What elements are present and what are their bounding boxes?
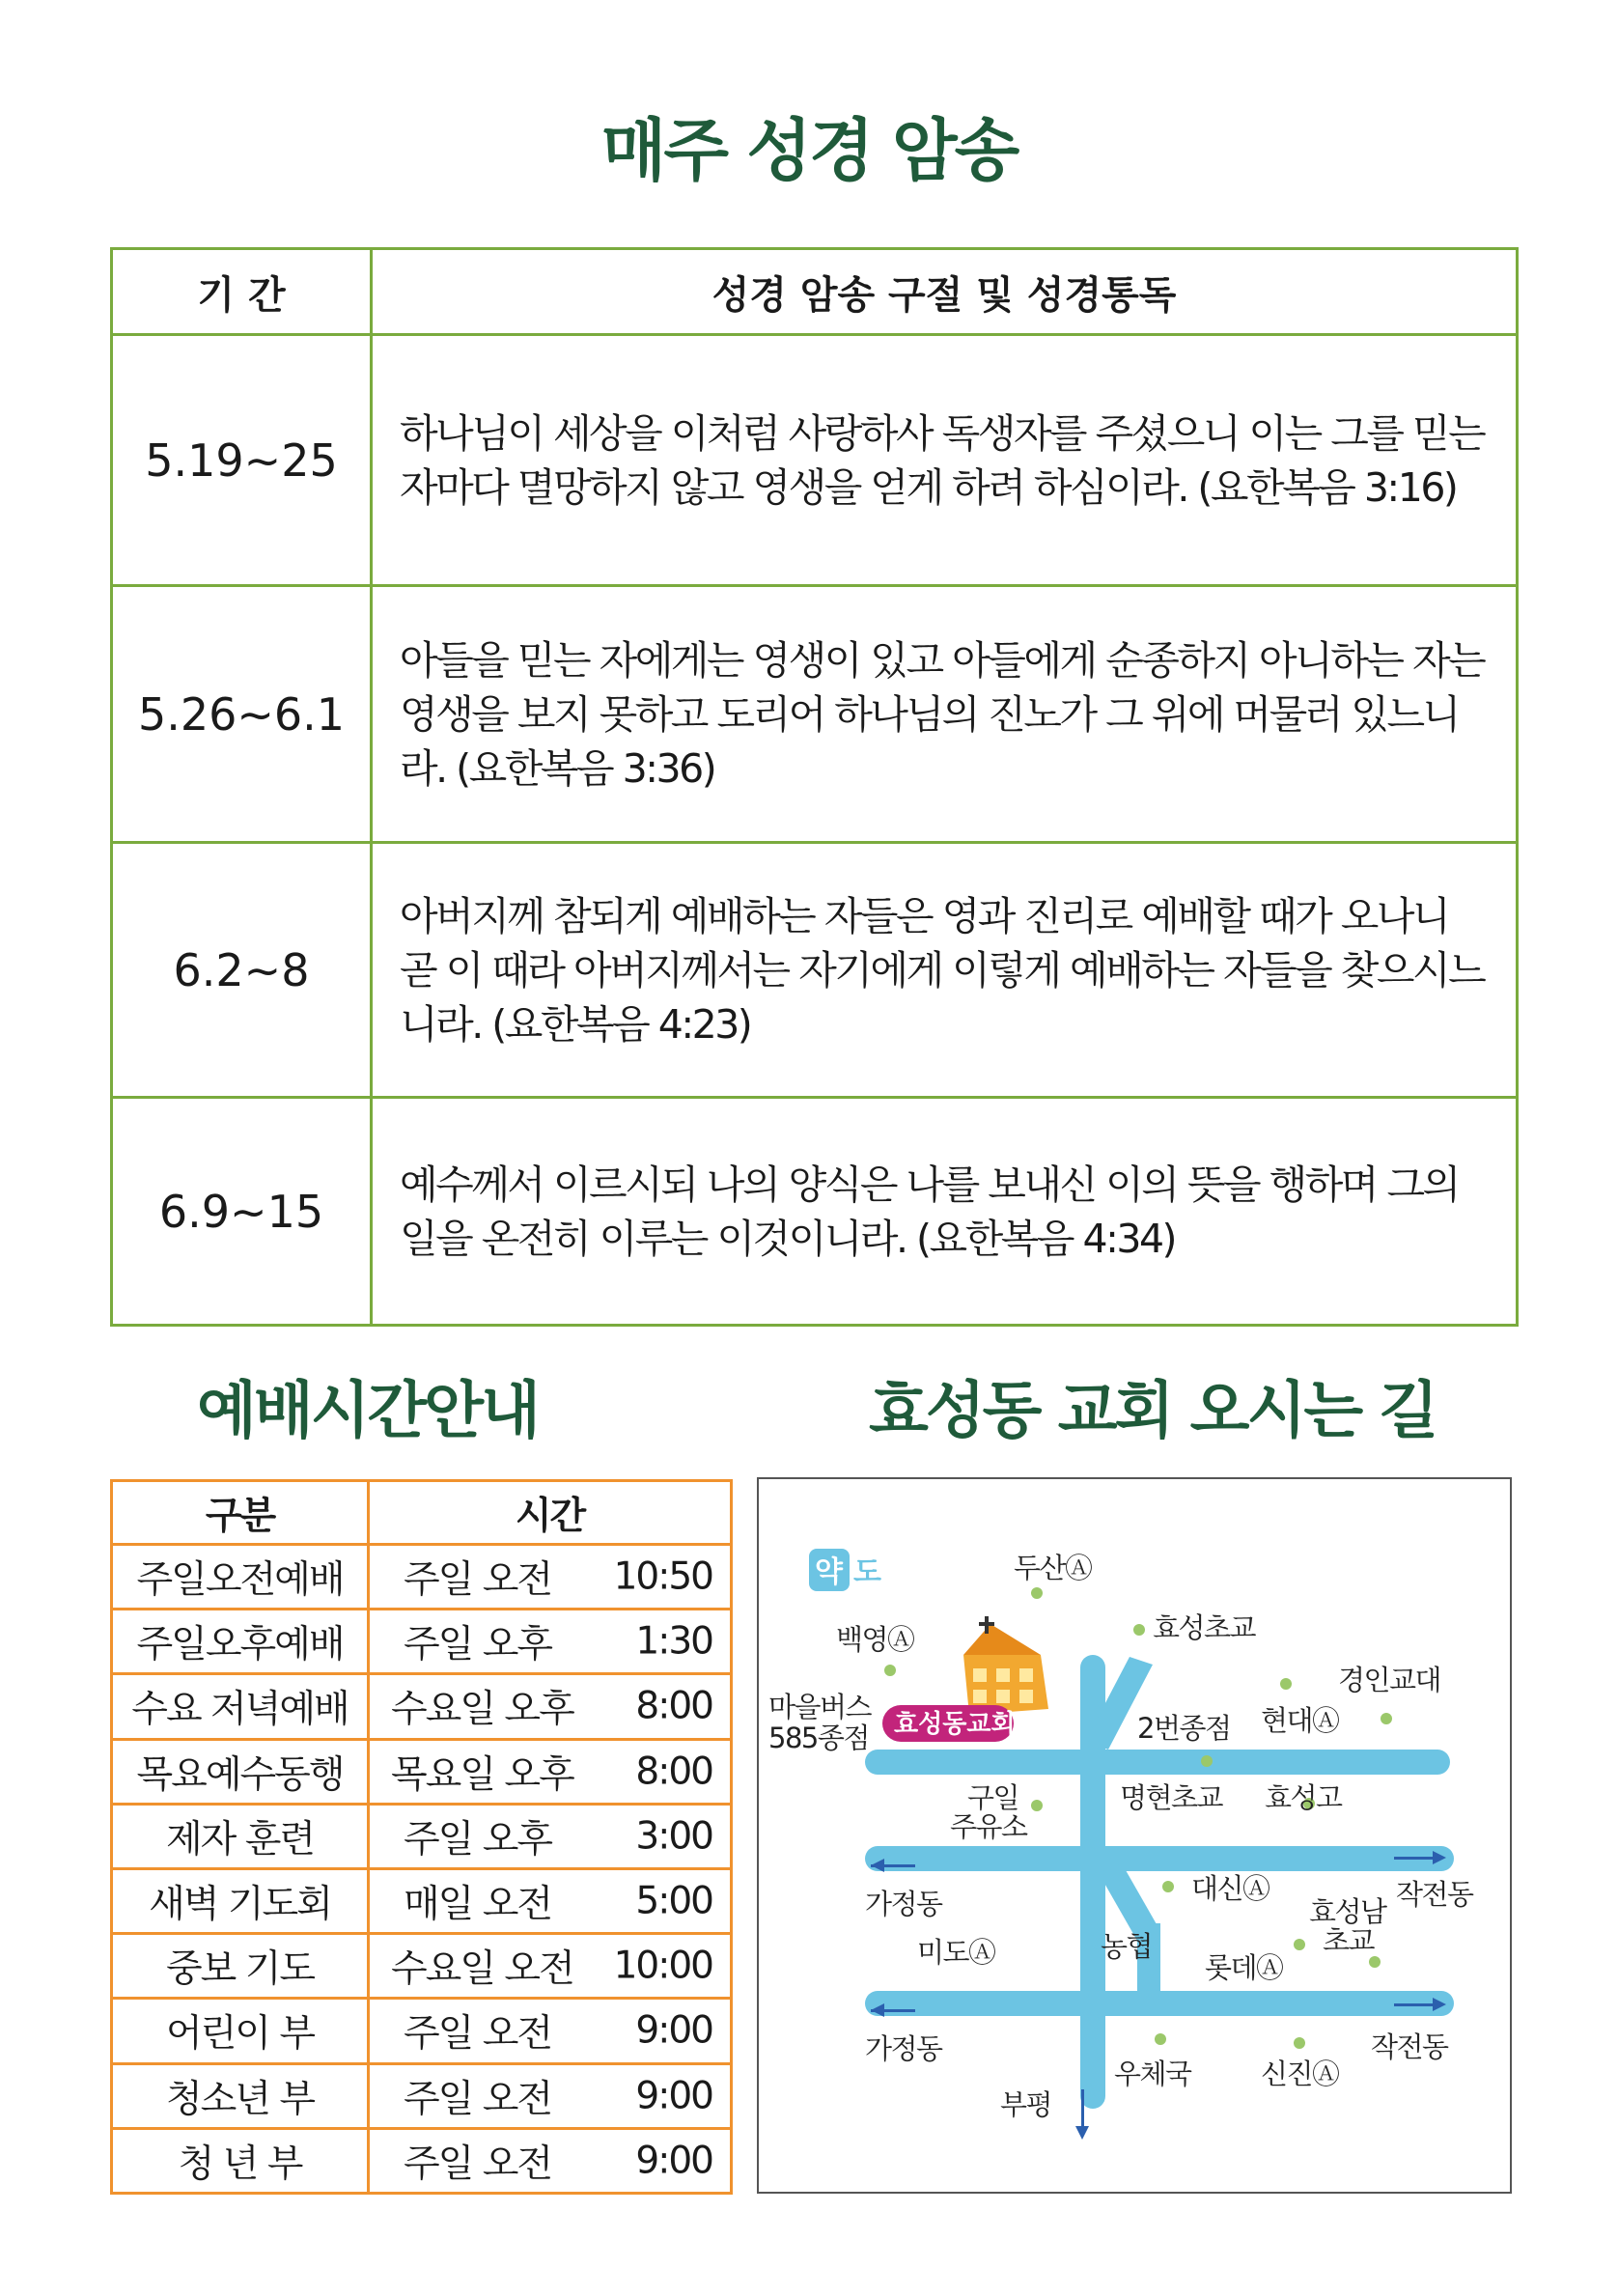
directions-title: 효성동 교회 오시는 길 [869,1376,1437,1447]
verse-text: 아버지께 참되게 예배하는 자들은 영과 진리로 예배할 때가 오나니 곧 이 때라 아버지께서는 자기에게 이렇게 예배하는 자들을 찾으시느니라. (요한복음 4:23) [372,843,1518,1098]
label-post-office: 우체국 [1114,2058,1191,2090]
table-row [112,1098,1518,1326]
service-name: 주일오후예배 [112,1610,369,1674]
verse-text: 하나님이 세상을 이처럼 사랑하사 독생자를 주셨으니 이는 그를 믿는 자마다 멸망하지 않고 영생을 얻게 하려 하심이라. (요한복음 3:16) [372,335,1518,586]
service-time: 8:00 [635,1750,712,1794]
label-lotte: 롯데Ⓐ [1205,1951,1283,1984]
service-day: 매일 오전 [403,1883,552,1927]
period-header: 기 간 [112,249,372,335]
verse-period: 6.9~15 [112,1098,372,1326]
map-badge-main: 약 [815,1555,843,1589]
table-row [112,1674,732,1739]
service-name: 목요예수동행 [112,1739,369,1804]
label-dusan: 두산Ⓐ [1014,1552,1092,1584]
label-myeonghyeon: 명현초교 [1120,1781,1223,1814]
label-gajeong-2: 가정동 [865,2032,942,2065]
label-nonghyup: 농협 [1101,1930,1153,1963]
service-day: 목요일 오후 [391,1752,573,1797]
service-day: 주일 오전 [403,2077,552,2121]
label-bus-2: 585종점 [768,1722,869,1754]
table-row [112,1868,732,1933]
label-stop-2: 2번종점 [1137,1712,1231,1745]
service-time: 9:00 [635,2139,712,2183]
service-name: 수요 저녁예배 [112,1674,369,1739]
table-row [112,586,1518,843]
service-time: 10:50 [613,1554,712,1599]
table-row [112,2128,732,2193]
label-jakjeon-1: 작전동 [1396,1878,1473,1911]
service-name: 중보 기도 [112,1934,369,1999]
verse-period: 6.2~8 [112,843,372,1098]
table-row [112,1739,732,1804]
label-hyoseongnam-2: 초교 [1323,1924,1375,1957]
table-row [112,2063,732,2128]
service-time: 9:00 [635,2008,712,2053]
map-drawing [759,1479,1514,2196]
road-horizontal-upper [865,1750,1450,1775]
label-hyoseong-high: 효성고 [1265,1781,1342,1814]
table-row [112,1610,732,1674]
label-sinjin: 신진Ⓐ [1261,2058,1339,2090]
service-day: 주일 오후 [403,1817,552,1862]
table-row [112,1545,732,1610]
arrow-south-icon [1075,2126,1089,2140]
verse-period: 5.19~25 [112,335,372,586]
church-name: 효성동교회 [894,1710,1016,1739]
label-guil-2: 주유소 [950,1810,1027,1843]
label-bus-1: 마을버스 [768,1691,872,1723]
label-baekyoung: 백영Ⓐ [836,1623,914,1656]
service-day: 주일 오후 [403,1623,552,1667]
arrow-east-shaft-2 [1394,2003,1438,2006]
schedule-header [112,1481,732,1545]
verse-text: 예수께서 이르시되 나의 양식은 나를 보내신 이의 뜻을 행하며 그의 일을 온전히 이루는 이것이니라. (요한복음 4:34) [372,1098,1518,1326]
service-time: 3:00 [635,1814,712,1859]
label-gajeong-1: 가정동 [865,1888,942,1920]
service-name: 제자 훈련 [112,1804,369,1868]
service-name: 주일오전예배 [112,1545,369,1610]
directions-map [757,1477,1512,2194]
label-bupyeong: 부평 [1000,2088,1052,2121]
service-day: 주일 오전 [403,2142,552,2186]
worship-schedule-table [110,1479,733,2195]
table-row [112,335,1518,586]
service-day: 수요일 오전 [391,1947,573,1992]
table-row [112,843,1518,1098]
table-row [112,1804,732,1868]
page-title: 매주 성경 암송 [600,111,1018,190]
service-day: 주일 오전 [403,1558,552,1603]
verse-period: 5.26~6.1 [112,586,372,843]
worship-title: 예배시간안내 [197,1376,538,1447]
kind-header: 구분 [112,1481,369,1545]
verse-table-header [112,249,1518,335]
label-daesin: 대신Ⓐ [1191,1872,1269,1905]
table-row [112,1934,732,1999]
arrow-east-shaft-1 [1394,1857,1438,1860]
service-time: 5:00 [635,1879,712,1923]
label-jakjeon-2: 작전동 [1371,2030,1448,2063]
label-hyoseong-elementary: 효성초교 [1153,1611,1256,1644]
label-mido: 미도Ⓐ [917,1936,995,1969]
label-gyeongin: 경인교대 [1338,1664,1441,1696]
service-time: 9:00 [635,2074,712,2118]
arrow-south-shaft [1081,2089,1084,2132]
service-day: 주일 오전 [403,2012,552,2057]
service-time: 8:00 [635,1684,712,1728]
service-name: 청 년 부 [112,2128,369,2193]
map-badge-side: 도 [853,1555,881,1589]
table-row [112,1999,732,2063]
service-name: 청소년 부 [112,2063,369,2128]
label-hyundai: 현대Ⓐ [1261,1704,1339,1737]
service-time: 1:30 [635,1619,712,1664]
service-time: 10:00 [613,1944,712,1988]
service-name: 어린이 부 [112,1999,369,2063]
church-building-icon [963,1616,1048,1715]
label-guil-1: 구일 [967,1781,1019,1814]
service-day: 수요일 오후 [391,1688,573,1732]
road-horizontal-middle [865,1846,1454,1871]
label-hyoseongnam-1: 효성남 [1309,1895,1386,1928]
service-name: 새벽 기도회 [112,1868,369,1933]
verse-text: 아들을 믿는 자에게는 영생이 있고 아들에게 순종하지 아니하는 자는 영생을 보지 못하고 도리어 하나님의 진노가 그 위에 머물러 있느니라. (요한복음 3:36) [372,586,1518,843]
verse-header: 성경 암송 구절 및 성경통독 [372,249,1518,335]
time-header: 시간 [369,1481,732,1545]
memory-verse-table [110,247,1519,1327]
